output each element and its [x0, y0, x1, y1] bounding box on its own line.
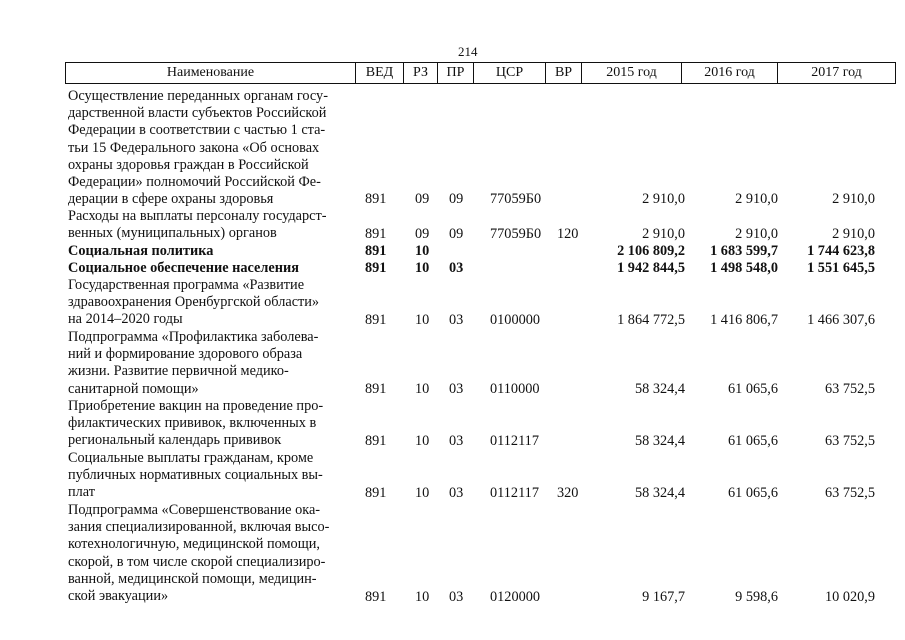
cell-pr: 03 — [449, 432, 464, 449]
cell-2016: 61 065,6 — [727, 380, 778, 397]
header-vr: ВР — [546, 63, 582, 84]
cell-pr: 03 — [449, 311, 464, 328]
table-row — [65, 398, 895, 450]
cell-rz: 09 — [415, 225, 430, 242]
header-rz: РЗ — [404, 63, 438, 84]
header-name: Наименование — [66, 63, 356, 84]
cell-ved: 891 — [365, 190, 387, 207]
row-name: Подпрограмма «Профилактика заболева- ний и формирование здорового образа жизни. Развитие первичной медико- санитарной помощи» — [68, 329, 319, 397]
cell-pr: 03 — [449, 484, 464, 501]
row-name: Социальная политика — [68, 243, 214, 259]
cell-rz: 10 — [415, 380, 430, 397]
cell-pr: 03 — [449, 259, 464, 276]
cell-2015: 1 864 772,5 — [617, 311, 685, 328]
cell-2017: 63 752,5 — [824, 432, 875, 449]
table-row — [65, 243, 895, 260]
cell-vr: 120 — [557, 225, 579, 242]
cell-2015: 58 324,4 — [634, 432, 685, 449]
cell-pr: 03 — [449, 588, 464, 605]
header-2016: 2016 год — [682, 63, 778, 84]
table-row — [65, 88, 895, 208]
cell-2017: 2 910,0 — [832, 190, 875, 207]
cell-2017: 2 910,0 — [832, 225, 875, 242]
cell-2016: 61 065,6 — [727, 432, 778, 449]
cell-2017: 10 020,9 — [824, 588, 875, 605]
cell-2016: 9 598,6 — [735, 588, 778, 605]
table-row — [65, 450, 895, 502]
cell-rz: 10 — [415, 588, 430, 605]
cell-2016: 1 498 548,0 — [710, 259, 778, 276]
cell-2016: 61 065,6 — [727, 484, 778, 501]
cell-2015: 2 910,0 — [642, 225, 685, 242]
page-number: 214 — [458, 44, 478, 59]
cell-2015: 58 324,4 — [634, 484, 685, 501]
cell-ved: 891 — [365, 242, 387, 259]
table-row — [65, 502, 895, 606]
cell-2017: 63 752,5 — [824, 484, 875, 501]
cell-rz: 10 — [415, 242, 430, 259]
cell-2017: 1 466 307,6 — [807, 311, 875, 328]
cell-ved: 891 — [365, 225, 387, 242]
cell-ved: 891 — [365, 484, 387, 501]
cell-csr: 0120000 — [490, 588, 541, 605]
header-2015: 2015 год — [582, 63, 682, 84]
cell-ved: 891 — [365, 311, 387, 328]
cell-ved: 891 — [365, 432, 387, 449]
cell-rz: 09 — [415, 190, 430, 207]
cell-pr: 09 — [449, 225, 464, 242]
cell-2016: 1 416 806,7 — [710, 311, 778, 328]
table-row — [65, 260, 895, 277]
cell-rz: 10 — [415, 259, 430, 276]
cell-csr: 0112117 — [490, 432, 539, 449]
cell-pr: 09 — [449, 190, 464, 207]
cell-csr: 0112117 — [490, 484, 539, 501]
cell-rz: 10 — [415, 432, 430, 449]
row-name: Приобретение вакцин на проведение про- филактических прививок, включенных в региональный календарь прививок — [68, 398, 324, 449]
cell-csr: 77059Б0 — [490, 190, 542, 207]
header-csr: ЦСР — [474, 63, 546, 84]
row-name: Подпрограмма «Совершенствование ока- зания специализированной, включая высо- котехнологичную, медицинской помощи, скорой, в том числе скорой специализиро- ванной, медицинской помощи, медицин- ской эвакуации» — [68, 502, 330, 605]
row-name: Государственная программа «Развитие здравоохранения Оренбургской области» на 2014–2020 годы — [68, 277, 320, 328]
cell-csr: 77059Б0 — [490, 225, 542, 242]
header-pr: ПР — [438, 63, 474, 84]
cell-rz: 10 — [415, 311, 430, 328]
header-2017: 2017 год — [778, 63, 896, 84]
cell-2016: 2 910,0 — [735, 190, 778, 207]
row-name: Социальное обеспечение населения — [68, 260, 299, 276]
cell-2017: 63 752,5 — [824, 380, 875, 397]
table-row — [65, 329, 895, 398]
cell-2015: 9 167,7 — [642, 588, 685, 605]
cell-ved: 891 — [365, 588, 387, 605]
cell-2017: 1 744 623,8 — [807, 242, 875, 259]
cell-2016: 2 910,0 — [735, 225, 778, 242]
row-name: Социальные выплаты гражданам, кроме публичных нормативных социальных вы- плат — [68, 450, 323, 501]
cell-2016: 1 683 599,7 — [710, 242, 778, 259]
cell-2015: 58 324,4 — [634, 380, 685, 397]
cell-2015: 2 106 809,2 — [617, 242, 685, 259]
row-name: Осуществление переданных органам госу- дарственной власти субъектов Российской Федерации в соответствии с частью 1 ста- тьи 15 Федерального закона «Об основах охраны здоровья граждан в Российской Федерации» полномочий Российской Фе- дерации в сфере охраны здоровья — [68, 88, 328, 208]
cell-vr: 320 — [557, 484, 579, 501]
cell-csr: 0100000 — [490, 311, 541, 328]
cell-ved: 891 — [365, 259, 387, 276]
cell-rz: 10 — [415, 484, 430, 501]
cell-2015: 1 942 844,5 — [617, 259, 685, 276]
cell-pr: 03 — [449, 380, 464, 397]
table-row — [65, 208, 895, 243]
cell-2017: 1 551 645,5 — [807, 259, 875, 276]
cell-2015: 2 910,0 — [642, 190, 685, 207]
table-row — [65, 277, 895, 329]
row-name: Расходы на выплаты персоналу государст- венных (муниципальных) органов — [68, 208, 327, 242]
cell-csr: 0110000 — [490, 380, 540, 397]
header-ved: ВЕД — [356, 63, 404, 84]
table-header — [65, 62, 896, 84]
cell-ved: 891 — [365, 380, 387, 397]
